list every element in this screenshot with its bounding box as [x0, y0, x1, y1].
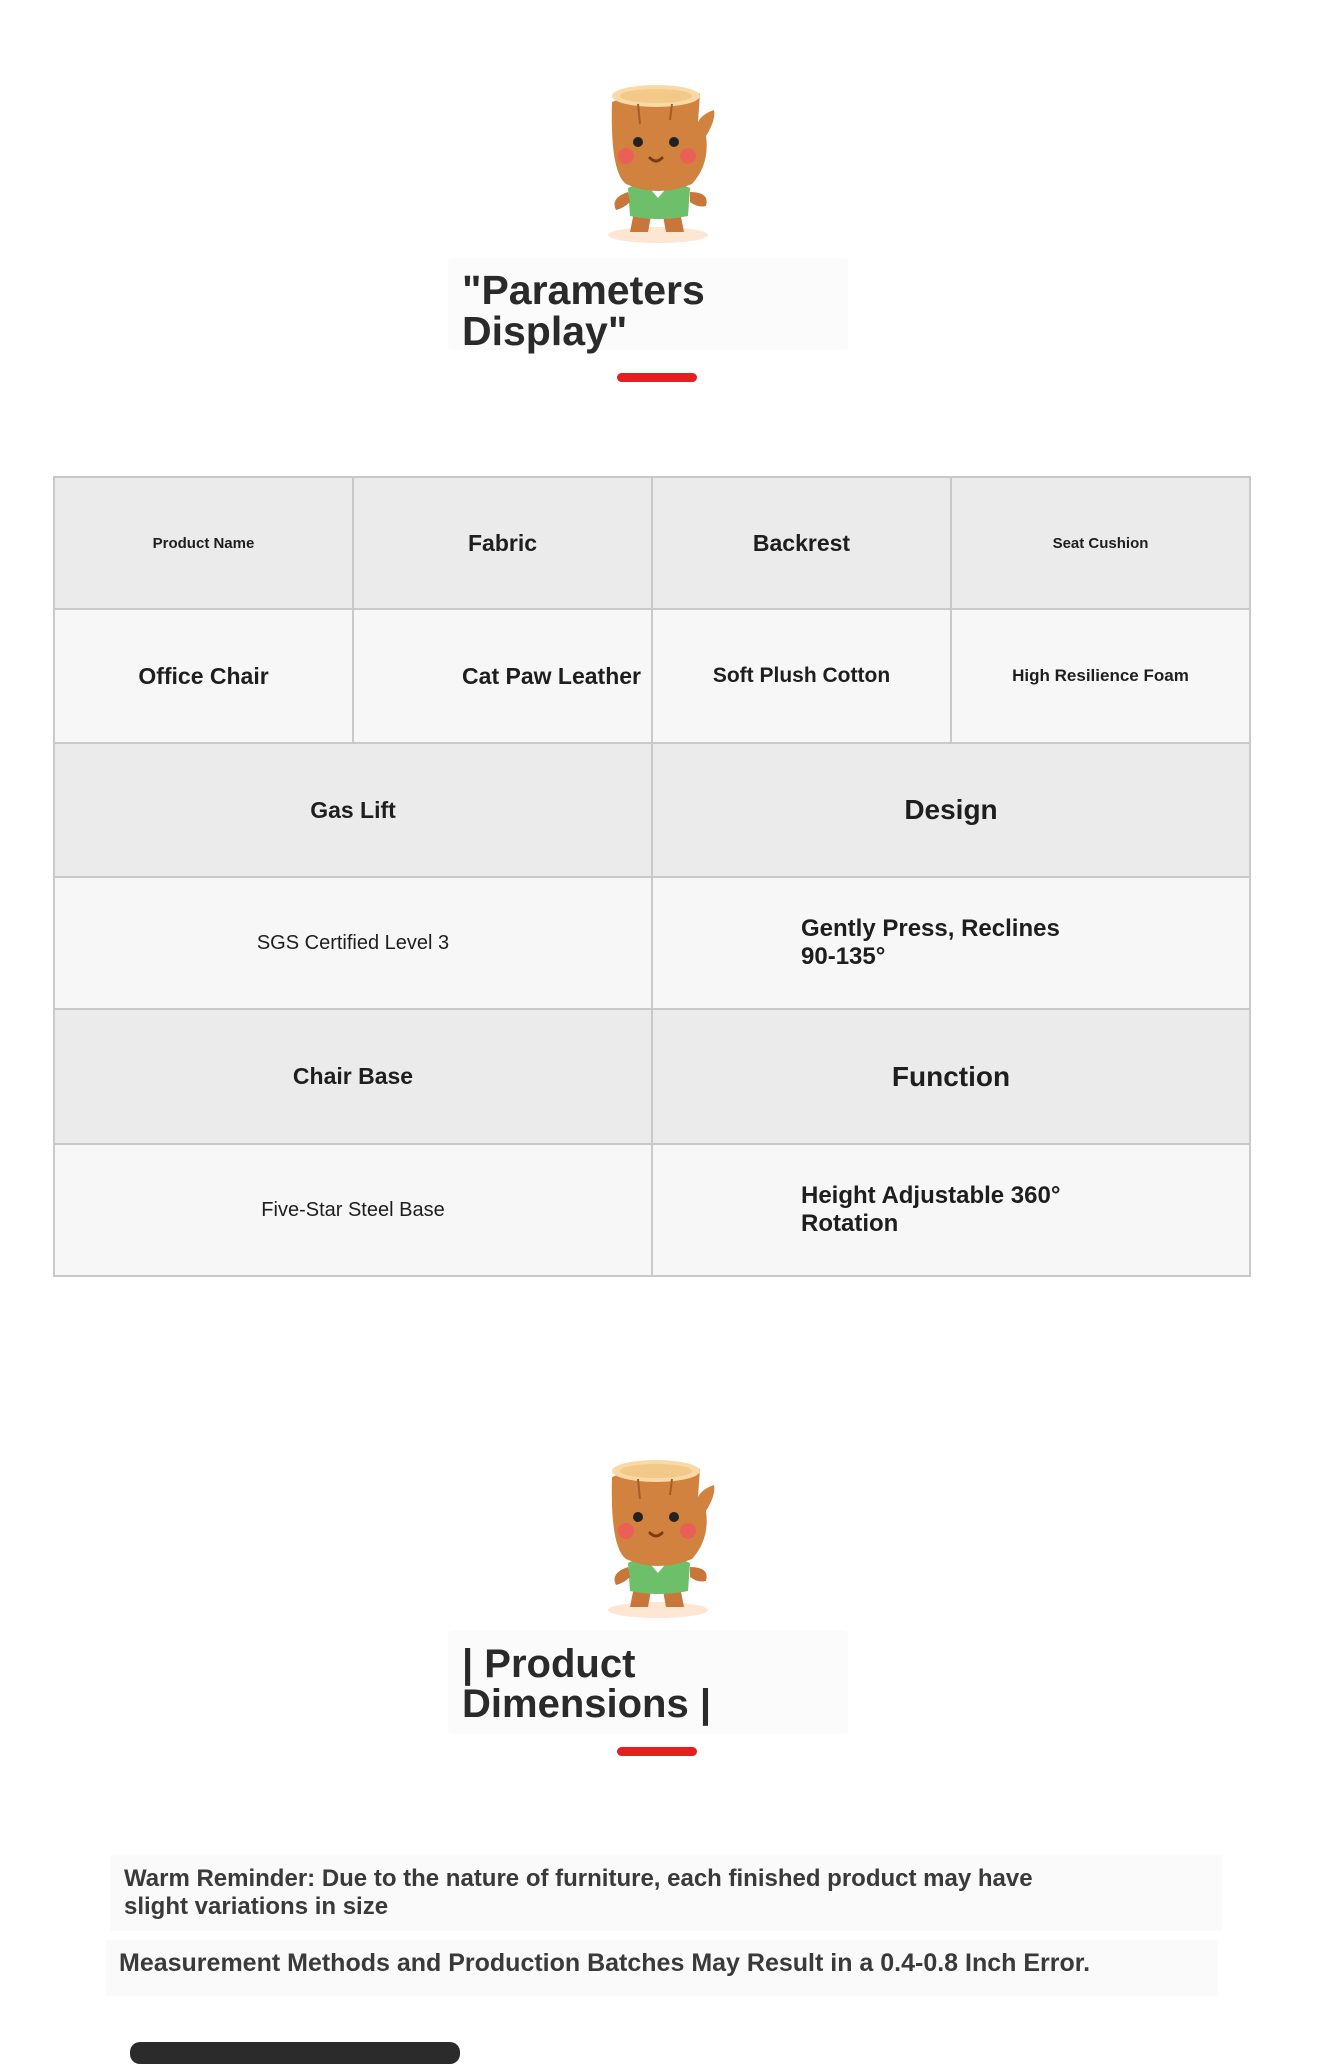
- table-cell-backrest-label: Backrest: [652, 477, 951, 609]
- table-cell-product-name-label: Product Name: [54, 477, 353, 609]
- measurement-text: Measurement Methods and Production Batches May Result in a 0.4-0.8 Inch Error.: [119, 1949, 1091, 1977]
- table-row: [54, 877, 1250, 1009]
- title-underline: [617, 1747, 697, 1756]
- section-title-dimensions: [448, 1630, 848, 1734]
- mascot-illustration: [598, 80, 724, 244]
- table-cell-chair-base-label: Chair Base: [54, 1009, 652, 1144]
- table-cell-gas-lift-value: SGS Certified Level 3: [54, 877, 652, 1009]
- table-cell-chair-base-value: Five-Star Steel Base: [54, 1144, 652, 1276]
- table-row: [54, 609, 1250, 743]
- table-cell-product-name-value: Office Chair: [54, 609, 353, 743]
- table-row: [54, 477, 1250, 609]
- table-cell-backrest-value: Soft Plush Cotton: [652, 609, 951, 743]
- table-cell-design-label: Design: [652, 743, 1250, 877]
- bottom-bar: [130, 2042, 460, 2064]
- function-value-text: Height Adjustable 360° Rotation: [801, 1182, 1061, 1237]
- title-underline: [617, 373, 697, 382]
- table-cell-function-value: [652, 1144, 1250, 1276]
- section-title-text: "Parameters Display": [462, 267, 705, 354]
- warm-reminder-text: Warm Reminder: Due to the nature of furniture, each finished product may have slight variations in size: [124, 1865, 1033, 1920]
- table-cell-function-label: Function: [652, 1009, 1250, 1144]
- table-cell-fabric-value: Cat Paw Leather: [353, 609, 652, 743]
- table-row: [54, 1009, 1250, 1144]
- design-value-text: Gently Press, Reclines 90-135°: [801, 915, 1060, 970]
- mascot-illustration: [598, 1455, 724, 1619]
- section-title-text: | Product Dimensions |: [462, 1642, 712, 1726]
- section-title-parameters: [448, 258, 848, 354]
- parameters-table: [53, 476, 1251, 1277]
- measurement-note: [106, 1940, 1218, 1996]
- table-cell-seat-cushion-value: High Resilience Foam: [951, 609, 1250, 743]
- table-row: [54, 1144, 1250, 1276]
- table-cell-seat-cushion-label: Seat Cushion: [951, 477, 1250, 609]
- table-cell-gas-lift-label: Gas Lift: [54, 743, 652, 877]
- warm-reminder-note: [110, 1855, 1222, 1931]
- table-row: [54, 743, 1250, 877]
- table-cell-design-value: [652, 877, 1250, 1009]
- table-cell-fabric-label: Fabric: [353, 477, 652, 609]
